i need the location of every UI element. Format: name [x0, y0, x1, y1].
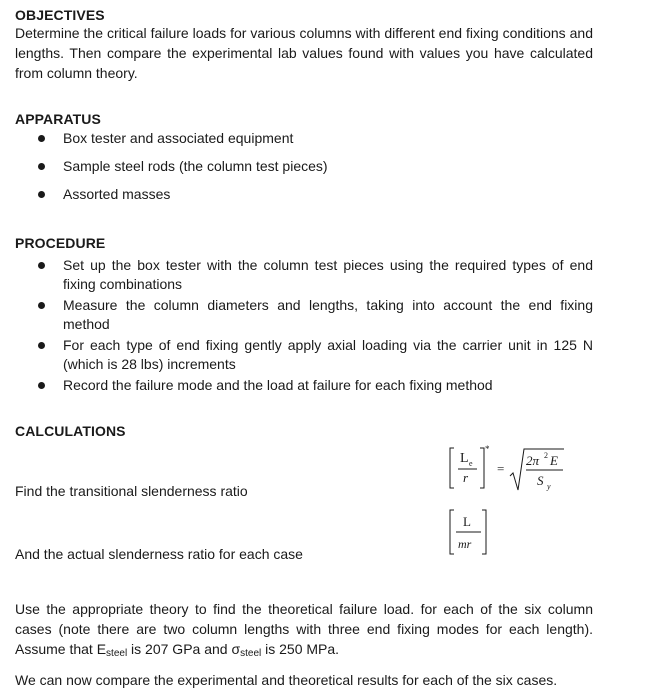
- svg-text:=: =: [497, 461, 505, 476]
- objectives-heading: OBJECTIVES: [15, 7, 105, 23]
- svg-text:r: r: [463, 470, 469, 485]
- actual-label: And the actual slenderness ratio for each case: [15, 546, 303, 562]
- svg-text:2π: 2π: [526, 453, 540, 468]
- calculations-heading: CALCULATIONS: [15, 423, 126, 439]
- transitional-label: Find the transitional slenderness ratio: [15, 483, 248, 499]
- procedure-heading: PROCEDURE: [15, 235, 106, 251]
- svg-text:L: L: [460, 451, 469, 466]
- theory-paragraph: Use the appropriate theory to find the theoretical failure load. for each of the six column cases (note there are two column lengths with three end fixing modes for each length). Assume that $E_{steel}$ is 207 GPa and $\sigma_{steel}$ is 250 MPa. We can now compare the experimental and theoretical results for each of the six cases.: [15, 601, 593, 688]
- svg-text:S: S: [537, 473, 544, 488]
- svg-text:e: e: [469, 459, 473, 468]
- procedure-item: For each type of end fixing gently apply axial loading via the carrier unit in 125 N (which is 28 lbs) increments: [15, 336, 593, 374]
- procedure-item: Set up the box tester with the column test pieces using the required types of end fixing combinations: [15, 256, 593, 294]
- svg-text:mr: mr: [458, 537, 472, 551]
- svg-text:2: 2: [544, 451, 548, 460]
- calculations-section: [15, 423, 593, 439]
- apparatus-section: [15, 111, 593, 204]
- apparatus-item: Box tester and associated equipment: [15, 129, 593, 148]
- svg-text:L: L: [463, 514, 471, 529]
- apparatus-heading: APPARATUS: [15, 111, 101, 127]
- closing-text: We can now compare the experimental and theoretical results for each of the six cases.: [15, 672, 558, 688]
- procedure-item: Measure the column diameters and lengths, taking into account the end fixing method: [15, 296, 593, 334]
- procedure-item: Record the failure mode and the load at failure for each fixing method: [15, 376, 593, 395]
- procedure-section: [15, 235, 593, 395]
- svg-text:y: y: [547, 482, 551, 491]
- objectives-section: [15, 7, 593, 83]
- apparatus-item: Assorted masses: [15, 185, 593, 204]
- transitional-slenderness-formula: [446, 440, 566, 496]
- actual-slenderness-formula: [446, 506, 492, 558]
- svg-text:E: E: [550, 453, 558, 468]
- svg-text:*: *: [485, 444, 490, 454]
- objectives-text: Determine the critical failure loads for various columns with different end fixing conditions and lengths. Then compare the experimental lab values found with values you have calculated from column theory.: [15, 25, 593, 81]
- apparatus-item: Sample steel rods (the column test pieces): [15, 157, 593, 176]
